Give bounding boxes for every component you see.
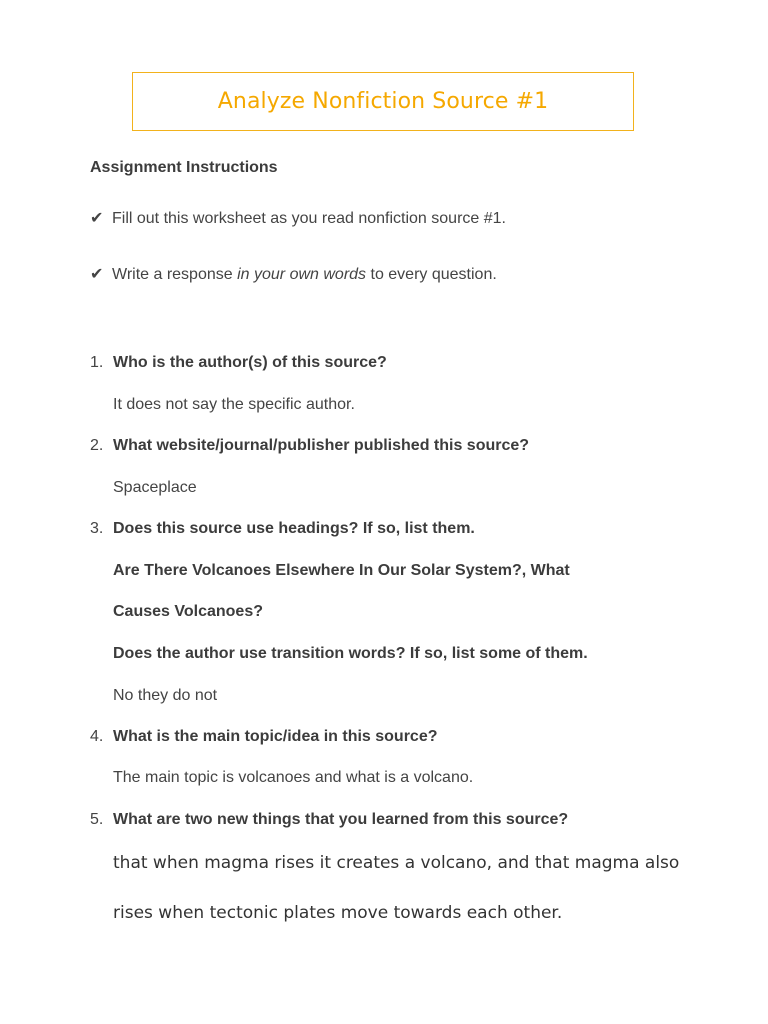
instruction-text-2-em: in your own words xyxy=(237,266,367,283)
question-text: What is the main topic/idea in this source? xyxy=(113,728,438,745)
page-title: Analyze Nonfiction Source #1 xyxy=(217,89,549,114)
answer-text: No they do not xyxy=(113,687,218,704)
answer-text: The main topic is volcanoes and what is a volcano. xyxy=(113,769,474,786)
checkmark-icon: ✔ xyxy=(90,266,104,283)
answer-text: Spaceplace xyxy=(113,479,197,496)
title-box xyxy=(132,72,634,131)
question-text: Does the author use transition words? If so, list some of them. xyxy=(113,645,588,662)
question-text: Does this source use headings? If so, list them. xyxy=(113,520,475,537)
question-number: 4. xyxy=(90,728,104,745)
answer-text: that when magma rises it creates a volcano, and that magma also xyxy=(113,853,680,873)
answer-text: rises when tectonic plates move towards each other. xyxy=(113,903,563,923)
checkmark-icon: ✔ xyxy=(90,210,104,227)
question-text: What are two new things that you learned from this source? xyxy=(113,811,569,828)
instruction-text-2-pre: Write a response xyxy=(112,266,238,283)
question-number: 3. xyxy=(90,520,104,537)
instruction-item-1 xyxy=(90,209,506,229)
question-number: 1. xyxy=(90,354,104,371)
instruction-text-1: Fill out this worksheet as you read nonfiction source #1. xyxy=(112,210,506,227)
instructions-heading: Assignment Instructions xyxy=(90,159,278,176)
answer-text: Causes Volcanoes? xyxy=(113,603,263,620)
question-text: Who is the author(s) of this source? xyxy=(113,354,387,371)
question-number: 5. xyxy=(90,811,104,828)
answer-text: It does not say the specific author. xyxy=(113,396,355,413)
question-text: What website/journal/publisher published this source? xyxy=(113,437,530,454)
answer-text: Are There Volcanoes Elsewhere In Our Solar System?, What xyxy=(113,562,570,579)
instruction-item-2 xyxy=(90,265,497,285)
question-number: 2. xyxy=(90,437,104,454)
instruction-text-2-post: to every question. xyxy=(366,266,497,283)
